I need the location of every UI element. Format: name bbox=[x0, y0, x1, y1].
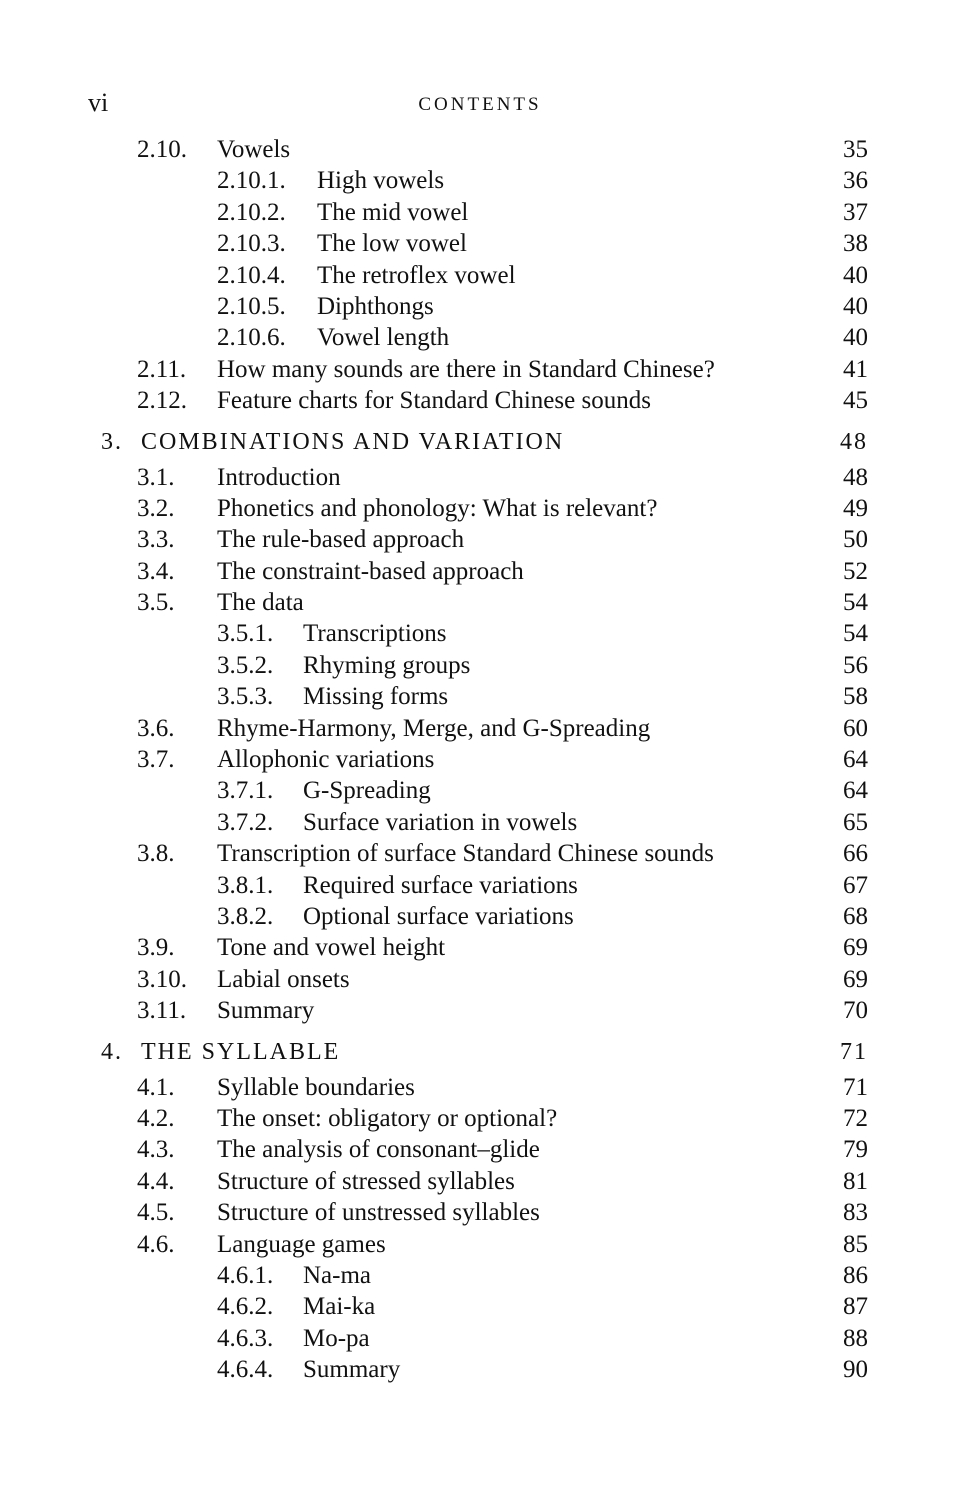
toc-entry-number: 3.5.1. bbox=[217, 620, 274, 648]
toc-entry-page: 58 bbox=[843, 683, 868, 711]
toc-entry[interactable] bbox=[0, 385, 960, 416]
toc-entry-title: Introduction bbox=[217, 463, 341, 491]
toc-entry-page: 48 bbox=[840, 428, 868, 455]
toc-entry[interactable] bbox=[0, 1072, 960, 1103]
toc-entry-title: Required surface variations bbox=[303, 871, 578, 899]
toc-entry-number: 4.1. bbox=[137, 1073, 175, 1101]
toc-entry-number: 3.8.2. bbox=[217, 902, 274, 930]
toc-entry[interactable] bbox=[0, 932, 960, 963]
toc-entry-page: 35 bbox=[843, 136, 868, 163]
toc-entry-page: 79 bbox=[843, 1136, 868, 1164]
toc-entry-number: 3.7. bbox=[137, 746, 175, 774]
toc-entry-number: 3.4. bbox=[137, 557, 175, 585]
toc-entry-page: 48 bbox=[843, 463, 868, 491]
toc-entry-page: 37 bbox=[843, 198, 868, 226]
toc-entry[interactable] bbox=[0, 995, 960, 1026]
toc-entry-number: 4.6.4. bbox=[217, 1356, 274, 1384]
toc-entry-page: 71 bbox=[843, 1073, 868, 1101]
toc-entry-number: 3.7.2. bbox=[217, 808, 274, 836]
toc-entry-title: Syllable boundaries bbox=[217, 1073, 415, 1101]
toc-entry-page: 88 bbox=[843, 1324, 868, 1352]
toc-entry-title: G-Spreading bbox=[303, 777, 431, 805]
toc-entry-page: 64 bbox=[843, 746, 868, 774]
toc-entry-number: 3.5. bbox=[137, 589, 175, 617]
toc-entry-title: The onset: obligatory or optional? bbox=[217, 1104, 558, 1132]
toc-entry-page: 36 bbox=[843, 167, 868, 195]
toc-entry[interactable] bbox=[0, 587, 960, 618]
toc-entry-page: 69 bbox=[843, 965, 868, 993]
toc-entry-page: 70 bbox=[843, 997, 868, 1025]
toc-entry-page: 90 bbox=[843, 1356, 868, 1384]
toc-entry-page: 38 bbox=[843, 230, 868, 258]
toc-entry-number: 3.10. bbox=[137, 965, 187, 993]
toc-entry-number: 3.8.1. bbox=[217, 871, 274, 899]
toc-entry[interactable] bbox=[0, 228, 960, 259]
toc-entry-page: 41 bbox=[843, 355, 868, 383]
toc-entry-title: Vowel length bbox=[317, 324, 450, 352]
toc-entry[interactable] bbox=[0, 681, 960, 712]
toc-entry-title: Optional surface variations bbox=[303, 902, 574, 930]
toc-entry-page: 54 bbox=[843, 589, 868, 617]
toc-entry[interactable] bbox=[0, 165, 960, 196]
toc-entry-title: Rhyme-Harmony, Merge, and G-Spreading bbox=[217, 714, 651, 742]
toc-entry[interactable] bbox=[0, 870, 960, 901]
toc-entry-page: 40 bbox=[843, 292, 868, 320]
toc-entry-title: The retroflex vowel bbox=[317, 261, 516, 289]
toc-entry-number: 2.10.2. bbox=[217, 198, 286, 226]
toc-entry-page: 40 bbox=[843, 324, 868, 352]
toc-entry-number: 2.10.1. bbox=[217, 167, 286, 195]
toc-entry-title: The analysis of consonant–glide bbox=[217, 1136, 540, 1164]
toc-entry-title: Summary bbox=[303, 1356, 401, 1384]
toc-entry[interactable] bbox=[0, 462, 960, 493]
toc-entry[interactable] bbox=[0, 1229, 960, 1260]
toc-entry-title: The data bbox=[217, 589, 304, 617]
toc-entry[interactable] bbox=[0, 1291, 960, 1322]
toc-entry-page: 67 bbox=[843, 871, 868, 899]
toc-entry-title: Missing forms bbox=[303, 683, 449, 711]
toc-entry[interactable] bbox=[0, 807, 960, 838]
toc-entry-number: 3. bbox=[101, 428, 123, 455]
toc-entry-title: Feature charts for Standard Chinese sounds bbox=[217, 387, 651, 415]
toc-entry[interactable] bbox=[0, 1166, 960, 1197]
toc-entry-number: 2.12. bbox=[137, 387, 187, 415]
toc-entry-title: Surface variation in vowels bbox=[303, 808, 578, 836]
toc-entry-title: The mid vowel bbox=[317, 198, 469, 226]
toc-entry[interactable] bbox=[0, 291, 960, 322]
toc-entry-title: Na-ma bbox=[303, 1261, 372, 1289]
toc-entry-page: 60 bbox=[843, 714, 868, 742]
toc-entry-title: Mo-pa bbox=[303, 1324, 370, 1352]
toc-entry-page: 45 bbox=[843, 387, 868, 415]
toc-entry-number: 2.10.6. bbox=[217, 324, 286, 352]
table-of-contents bbox=[0, 134, 960, 1385]
toc-entry-number: 3.6. bbox=[137, 714, 175, 742]
toc-entry[interactable] bbox=[0, 1354, 960, 1385]
toc-entry[interactable] bbox=[0, 964, 960, 995]
toc-entry-page: 64 bbox=[843, 777, 868, 805]
toc-entry-number: 4.3. bbox=[137, 1136, 175, 1164]
toc-entry-title: Summary bbox=[217, 997, 315, 1025]
toc-entry[interactable] bbox=[0, 134, 960, 165]
toc-entry-title: The constraint-based approach bbox=[217, 557, 524, 585]
toc-entry-page: 52 bbox=[843, 557, 868, 585]
toc-entry-title: How many sounds are there in Standard Chinese? bbox=[217, 355, 715, 383]
toc-entry[interactable] bbox=[0, 618, 960, 649]
toc-entry[interactable] bbox=[0, 354, 960, 385]
toc-chapter[interactable] bbox=[0, 1033, 960, 1072]
toc-entry-page: 40 bbox=[843, 261, 868, 289]
toc-entry[interactable] bbox=[0, 524, 960, 555]
toc-entry[interactable] bbox=[0, 1134, 960, 1165]
toc-entry[interactable] bbox=[0, 650, 960, 681]
toc-entry-title: Transcriptions bbox=[303, 620, 447, 648]
toc-entry-number: 3.8. bbox=[137, 840, 175, 868]
toc-entry[interactable] bbox=[0, 1323, 960, 1354]
toc-entry-number: 4.5. bbox=[137, 1199, 175, 1227]
toc-entry-title: Labial onsets bbox=[217, 965, 350, 993]
toc-entry-page: 81 bbox=[843, 1167, 868, 1195]
toc-entry[interactable] bbox=[0, 556, 960, 587]
toc-entry[interactable] bbox=[0, 322, 960, 353]
toc-entry[interactable] bbox=[0, 197, 960, 228]
toc-entry-number: 4.4. bbox=[137, 1167, 175, 1195]
toc-entry-number: 4.2. bbox=[137, 1104, 175, 1132]
toc-entry[interactable] bbox=[0, 713, 960, 744]
toc-entry[interactable] bbox=[0, 260, 960, 291]
toc-entry[interactable] bbox=[0, 901, 960, 932]
toc-entry[interactable] bbox=[0, 744, 960, 775]
toc-entry-title: Mai-ka bbox=[303, 1293, 376, 1321]
toc-entry-number: 4.6.2. bbox=[217, 1293, 274, 1321]
toc-entry-number: 4.6. bbox=[137, 1230, 175, 1258]
toc-entry-number: 4. bbox=[101, 1038, 123, 1065]
toc-entry-title: Tone and vowel height bbox=[217, 934, 446, 962]
toc-entry-title: Structure of unstressed syllables bbox=[217, 1199, 540, 1227]
toc-entry[interactable] bbox=[0, 1197, 960, 1228]
toc-entry-page: 66 bbox=[843, 840, 868, 868]
toc-entry-page: 71 bbox=[840, 1038, 868, 1065]
toc-entry[interactable] bbox=[0, 1260, 960, 1291]
toc-entry-number: 2.10.5. bbox=[217, 292, 286, 320]
toc-entry-page: 85 bbox=[843, 1230, 868, 1258]
toc-entry-page: 49 bbox=[843, 494, 868, 522]
toc-entry-title: Allophonic variations bbox=[217, 746, 435, 774]
toc-entry-title: Transcription of surface Standard Chinese sounds bbox=[217, 840, 714, 868]
toc-entry-number: 4.6.3. bbox=[217, 1324, 274, 1352]
toc-entry[interactable] bbox=[0, 1103, 960, 1134]
toc-entry[interactable] bbox=[0, 493, 960, 524]
toc-entry-page: 86 bbox=[843, 1261, 868, 1289]
toc-entry-number: 3.3. bbox=[137, 526, 175, 554]
toc-entry-page: 69 bbox=[843, 934, 868, 962]
toc-entry-number: 2.10.3. bbox=[217, 230, 286, 258]
toc-entry-number: 3.2. bbox=[137, 494, 175, 522]
toc-entry-number: 2.11. bbox=[137, 355, 187, 383]
toc-entry-title: Structure of stressed syllables bbox=[217, 1167, 515, 1195]
toc-entry-title: High vowels bbox=[317, 167, 445, 195]
toc-entry-page: 56 bbox=[843, 651, 868, 679]
toc-entry-number: 2.10.4. bbox=[217, 261, 286, 289]
toc-entry-page: 50 bbox=[843, 526, 868, 554]
toc-entry-number: 3.9. bbox=[137, 934, 175, 962]
toc-entry-number: 4.6.1. bbox=[217, 1261, 274, 1289]
running-head: CONTENTS bbox=[418, 94, 542, 115]
page-number: vi bbox=[88, 88, 109, 117]
toc-chapter[interactable] bbox=[0, 423, 960, 462]
toc-entry-page: 72 bbox=[843, 1104, 868, 1132]
toc-entry-number: 3.5.3. bbox=[217, 683, 274, 711]
toc-entry-page: 65 bbox=[843, 808, 868, 836]
toc-entry-title: Diphthongs bbox=[317, 292, 434, 320]
toc-entry-title: Vowels bbox=[217, 136, 291, 163]
toc-entry-title: The rule-based approach bbox=[217, 526, 465, 554]
toc-entry-title: THE SYLLABLE bbox=[141, 1038, 341, 1065]
toc-entry-title: COMBINATIONS AND VARIATION bbox=[141, 428, 565, 455]
toc-entry-page: 83 bbox=[843, 1199, 868, 1227]
toc-entry-page: 54 bbox=[843, 620, 868, 648]
toc-entry-number: 2.10. bbox=[137, 136, 187, 163]
toc-entry-page: 87 bbox=[843, 1293, 868, 1321]
toc-entry-title: The low vowel bbox=[317, 230, 467, 258]
toc-entry-title: Language games bbox=[217, 1230, 386, 1258]
toc-entry-title: Rhyming groups bbox=[303, 651, 471, 679]
toc-entry-page: 68 bbox=[843, 902, 868, 930]
toc-entry-number: 3.1. bbox=[137, 463, 175, 491]
toc-entry-number: 3.11. bbox=[137, 997, 187, 1025]
toc-entry[interactable] bbox=[0, 838, 960, 869]
toc-entry-number: 3.7.1. bbox=[217, 777, 274, 805]
toc-entry-number: 3.5.2. bbox=[217, 651, 274, 679]
toc-entry-title: Phonetics and phonology: What is relevant? bbox=[217, 494, 658, 522]
toc-entry[interactable] bbox=[0, 775, 960, 806]
